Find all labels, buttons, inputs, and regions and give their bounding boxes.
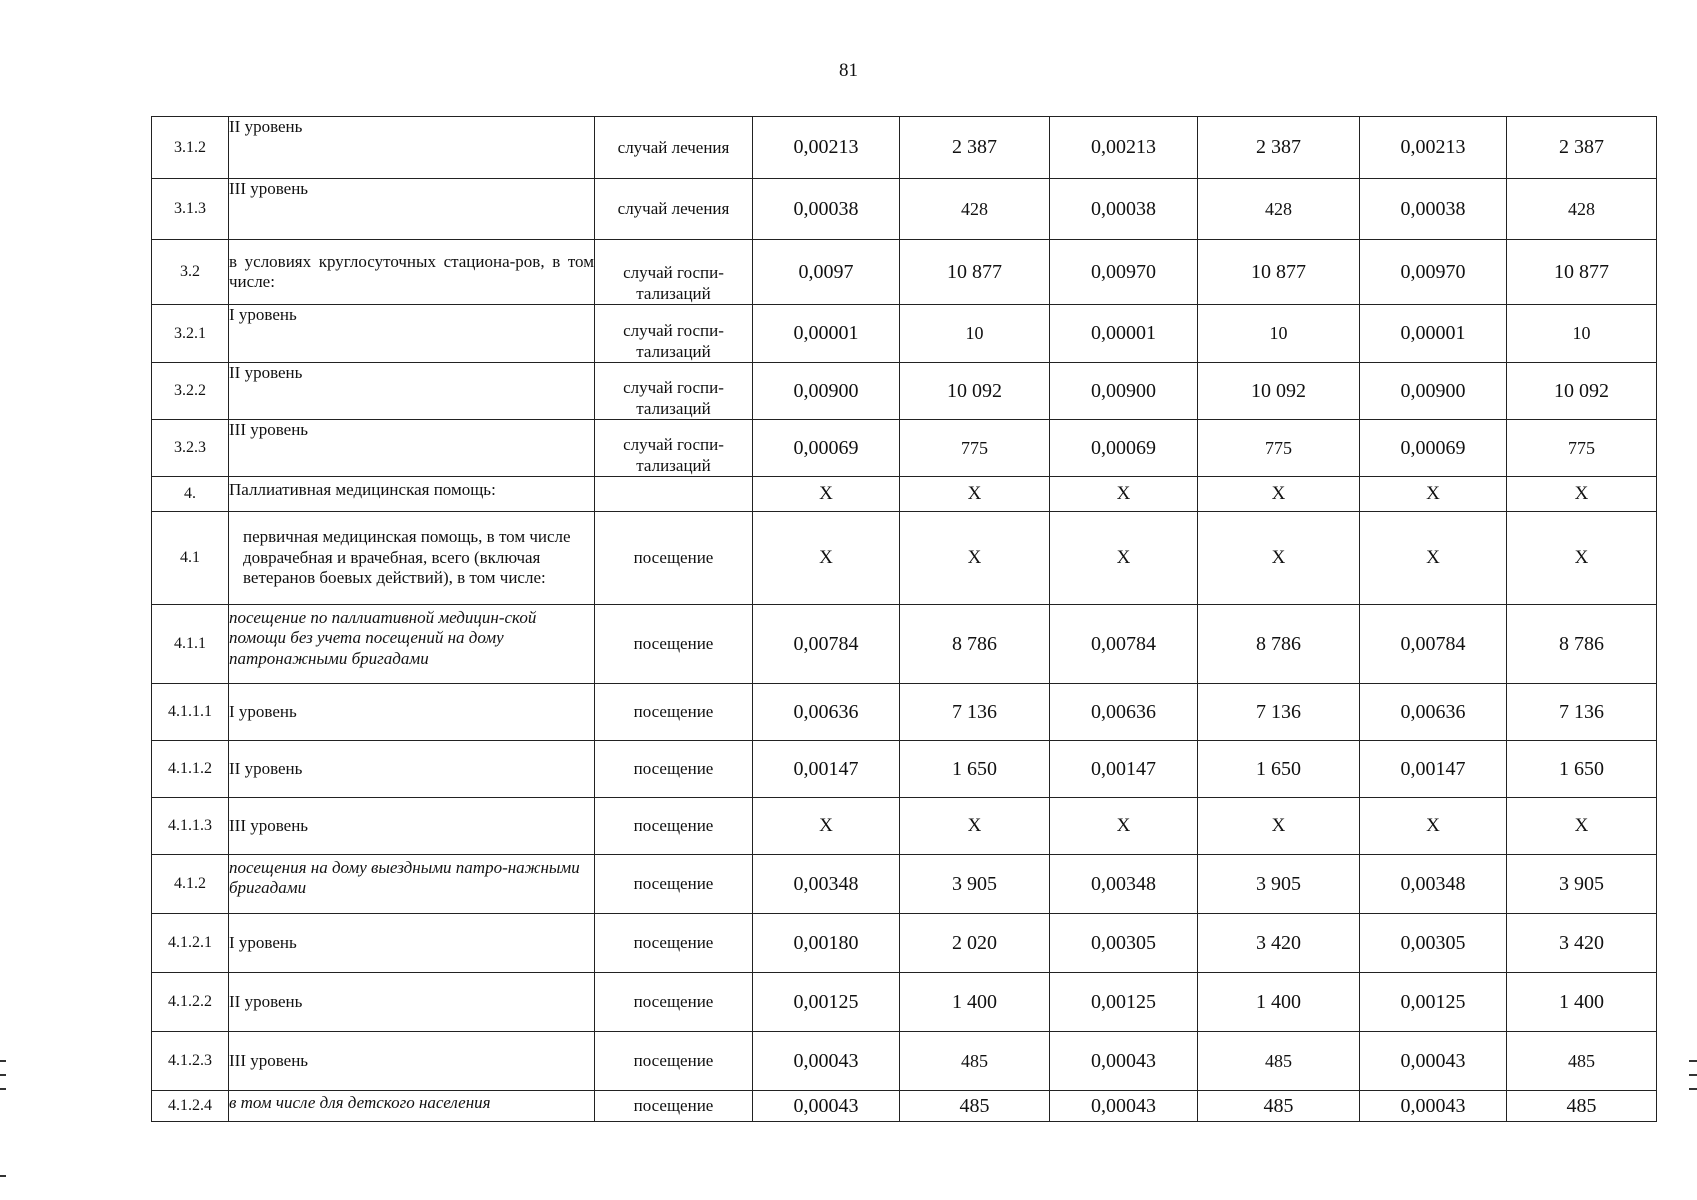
cell-value: 3 905 [900, 855, 1050, 914]
cell-value: 0,00348 [753, 855, 900, 914]
cell-value: 0,00213 [1050, 117, 1198, 179]
cell-value: 8 786 [1198, 605, 1360, 684]
row-name: посещения на дому выездными патро-нажными бригадами [229, 855, 595, 914]
row-code: 4.1.2 [152, 855, 229, 914]
row-code: 3.2 [152, 240, 229, 305]
cell-value: 0,00001 [753, 305, 900, 363]
cell-value: 1 400 [900, 973, 1050, 1032]
row-unit: случай госпи-тализаций [595, 363, 753, 420]
cell-value: 1 400 [1198, 973, 1360, 1032]
row-unit: случай госпи-тализаций [595, 420, 753, 477]
cell-value: 0,00180 [753, 914, 900, 973]
cell-value: 0,00043 [753, 1091, 900, 1122]
table-row [152, 477, 1657, 512]
cell-value: X [1198, 512, 1360, 605]
table-row [152, 684, 1657, 741]
cell-value: 0,00043 [1050, 1091, 1198, 1122]
row-name: посещение по паллиативной медицин-ской помощи без учета посещений на дому патронажными бригадами [229, 605, 595, 684]
row-name: III уровень [229, 179, 595, 240]
cell-value: 0,00636 [1360, 684, 1507, 741]
cell-value: 0,00125 [753, 973, 900, 1032]
cell-value: 0,00305 [1050, 914, 1198, 973]
cell-value: X [1507, 512, 1657, 605]
row-name: Паллиативная медицинская помощь: [229, 477, 595, 512]
row-code: 4.1 [152, 512, 229, 605]
cell-value: X [1050, 477, 1198, 512]
row-unit: случай лечения [595, 117, 753, 179]
table-row [152, 741, 1657, 798]
table-row [152, 305, 1657, 363]
row-code: 3.2.1 [152, 305, 229, 363]
row-unit: посещение [595, 855, 753, 914]
cell-value: X [900, 477, 1050, 512]
cell-value: 7 136 [900, 684, 1050, 741]
cell-value: X [900, 512, 1050, 605]
cell-value: 1 400 [1507, 973, 1657, 1032]
row-unit: посещение [595, 605, 753, 684]
row-unit: случай лечения [595, 179, 753, 240]
row-unit: посещение [595, 684, 753, 741]
cell-value: 2 387 [1507, 117, 1657, 179]
row-code: 4.1.2.4 [152, 1091, 229, 1122]
cell-value: 1 650 [1507, 741, 1657, 798]
row-name: III уровень [229, 420, 595, 477]
cell-value: 0,00784 [1360, 605, 1507, 684]
cell-value: 428 [900, 179, 1050, 240]
row-unit: посещение [595, 914, 753, 973]
cell-value: 1 650 [900, 741, 1050, 798]
row-name: III уровень [229, 798, 595, 855]
row-code: 4. [152, 477, 229, 512]
cell-value: 485 [900, 1091, 1050, 1122]
row-unit: посещение [595, 741, 753, 798]
cell-value: 3 420 [1507, 914, 1657, 973]
cell-value: 0,00970 [1050, 240, 1198, 305]
data-table [151, 116, 1657, 1122]
cell-value: 10 877 [1198, 240, 1360, 305]
table-row [152, 240, 1657, 305]
cell-value: 8 786 [900, 605, 1050, 684]
cell-value: 0,00970 [1360, 240, 1507, 305]
cell-value: 10 [900, 305, 1050, 363]
row-name: в условиях круглосуточных стациона-ров, в том числе: [229, 240, 595, 305]
cell-value: X [1360, 477, 1507, 512]
cell-value: X [1507, 798, 1657, 855]
page-number: 81 [839, 60, 858, 81]
cell-value: 0,00038 [753, 179, 900, 240]
cell-value: X [1050, 798, 1198, 855]
row-name: I уровень [229, 305, 595, 363]
cell-value: 0,00043 [1050, 1032, 1198, 1091]
row-name: I уровень [229, 914, 595, 973]
cell-value: 0,00900 [753, 363, 900, 420]
row-name: II уровень [229, 117, 595, 179]
table-row [152, 512, 1657, 605]
cell-value: 0,00043 [1360, 1032, 1507, 1091]
row-code: 3.1.2 [152, 117, 229, 179]
row-code: 4.1.2.1 [152, 914, 229, 973]
cell-value: 0,00043 [1360, 1091, 1507, 1122]
row-unit [595, 477, 753, 512]
scan-mark-right [1689, 1074, 1697, 1076]
row-unit: посещение [595, 512, 753, 605]
cell-value: 0,00038 [1050, 179, 1198, 240]
cell-value: 1 650 [1198, 741, 1360, 798]
cell-value: 428 [1198, 179, 1360, 240]
cell-value: 10 [1198, 305, 1360, 363]
cell-value: 10 [1507, 305, 1657, 363]
cell-value: 0,00784 [753, 605, 900, 684]
cell-value: 3 420 [1198, 914, 1360, 973]
row-unit: посещение [595, 1032, 753, 1091]
table-row [152, 179, 1657, 240]
cell-value: 0,00900 [1050, 363, 1198, 420]
cell-value: 10 092 [900, 363, 1050, 420]
table-container [151, 116, 1656, 1122]
cell-value: 0,00348 [1050, 855, 1198, 914]
cell-value: 0,00348 [1360, 855, 1507, 914]
cell-value: 0,00147 [1050, 741, 1198, 798]
cell-value: X [753, 477, 900, 512]
row-code: 4.1.1 [152, 605, 229, 684]
cell-value: 10 877 [900, 240, 1050, 305]
cell-value: 0,00213 [1360, 117, 1507, 179]
cell-value: 7 136 [1198, 684, 1360, 741]
scan-mark-left [0, 1175, 6, 1177]
cell-value: 0,00043 [753, 1032, 900, 1091]
cell-value: 0,00069 [753, 420, 900, 477]
cell-value: 0,00069 [1360, 420, 1507, 477]
cell-value: X [900, 798, 1050, 855]
cell-value: 0,00636 [1050, 684, 1198, 741]
cell-value: 0,00305 [1360, 914, 1507, 973]
cell-value: 485 [1507, 1091, 1657, 1122]
cell-value: 775 [1198, 420, 1360, 477]
table-row [152, 117, 1657, 179]
row-name: I уровень [229, 684, 595, 741]
table-row [152, 605, 1657, 684]
cell-value: 8 786 [1507, 605, 1657, 684]
row-code: 3.1.3 [152, 179, 229, 240]
cell-value: 3 905 [1507, 855, 1657, 914]
cell-value: 775 [1507, 420, 1657, 477]
cell-value: 0,00038 [1360, 179, 1507, 240]
cell-value: 428 [1507, 179, 1657, 240]
cell-value: 0,00125 [1360, 973, 1507, 1032]
cell-value: 485 [1198, 1091, 1360, 1122]
cell-value: 775 [900, 420, 1050, 477]
cell-value: 0,00147 [753, 741, 900, 798]
table-row [152, 363, 1657, 420]
scan-mark-right [1689, 1060, 1697, 1062]
row-code: 4.1.2.3 [152, 1032, 229, 1091]
cell-value: 0,00001 [1360, 305, 1507, 363]
table-row [152, 914, 1657, 973]
scan-mark-left [0, 1074, 6, 1076]
cell-value: X [753, 512, 900, 605]
cell-value: 2 387 [1198, 117, 1360, 179]
scan-mark-right [1689, 1088, 1697, 1090]
row-unit: посещение [595, 1091, 753, 1122]
cell-value: X [1360, 512, 1507, 605]
table-row [152, 420, 1657, 477]
cell-value: 0,00069 [1050, 420, 1198, 477]
row-name: II уровень [229, 363, 595, 420]
table-row [152, 1091, 1657, 1122]
cell-value: 10 092 [1507, 363, 1657, 420]
table-row [152, 1032, 1657, 1091]
row-name: III уровень [229, 1032, 595, 1091]
row-unit: посещение [595, 798, 753, 855]
cell-value: 10 877 [1507, 240, 1657, 305]
row-name: II уровень [229, 973, 595, 1032]
table-row [152, 973, 1657, 1032]
cell-value: 0,0097 [753, 240, 900, 305]
row-code: 3.2.2 [152, 363, 229, 420]
scan-mark-left [0, 1060, 6, 1062]
row-name: первичная медицинская помощь, в том числе доврачебная и врачебная, всего (включая ветеранов боевых действий), в том числе: [229, 512, 595, 605]
cell-value: 3 905 [1198, 855, 1360, 914]
row-code: 4.1.1.2 [152, 741, 229, 798]
cell-value: 7 136 [1507, 684, 1657, 741]
row-unit: случай госпи-тализаций [595, 305, 753, 363]
cell-value: 0,00147 [1360, 741, 1507, 798]
cell-value: X [1050, 512, 1198, 605]
row-code: 4.1.1.1 [152, 684, 229, 741]
cell-value: 0,00213 [753, 117, 900, 179]
cell-value: 0,00125 [1050, 973, 1198, 1032]
table-row [152, 798, 1657, 855]
cell-value: X [1198, 798, 1360, 855]
row-code: 4.1.2.2 [152, 973, 229, 1032]
row-code: 3.2.3 [152, 420, 229, 477]
cell-value: X [1507, 477, 1657, 512]
cell-value: 0,00001 [1050, 305, 1198, 363]
row-name: в том числе для детского населения [229, 1091, 595, 1122]
scan-mark-left [0, 1088, 6, 1090]
cell-value: 0,00636 [753, 684, 900, 741]
cell-value: 485 [1507, 1032, 1657, 1091]
cell-value: 0,00900 [1360, 363, 1507, 420]
cell-value: 10 092 [1198, 363, 1360, 420]
row-unit: посещение [595, 973, 753, 1032]
table-row [152, 855, 1657, 914]
row-unit: случай госпи-тализаций [595, 240, 753, 305]
row-name: II уровень [229, 741, 595, 798]
cell-value: 0,00784 [1050, 605, 1198, 684]
cell-value: 485 [1198, 1032, 1360, 1091]
cell-value: X [1360, 798, 1507, 855]
cell-value: 2 387 [900, 117, 1050, 179]
row-code: 4.1.1.3 [152, 798, 229, 855]
cell-value: 485 [900, 1032, 1050, 1091]
cell-value: X [753, 798, 900, 855]
cell-value: X [1198, 477, 1360, 512]
cell-value: 2 020 [900, 914, 1050, 973]
